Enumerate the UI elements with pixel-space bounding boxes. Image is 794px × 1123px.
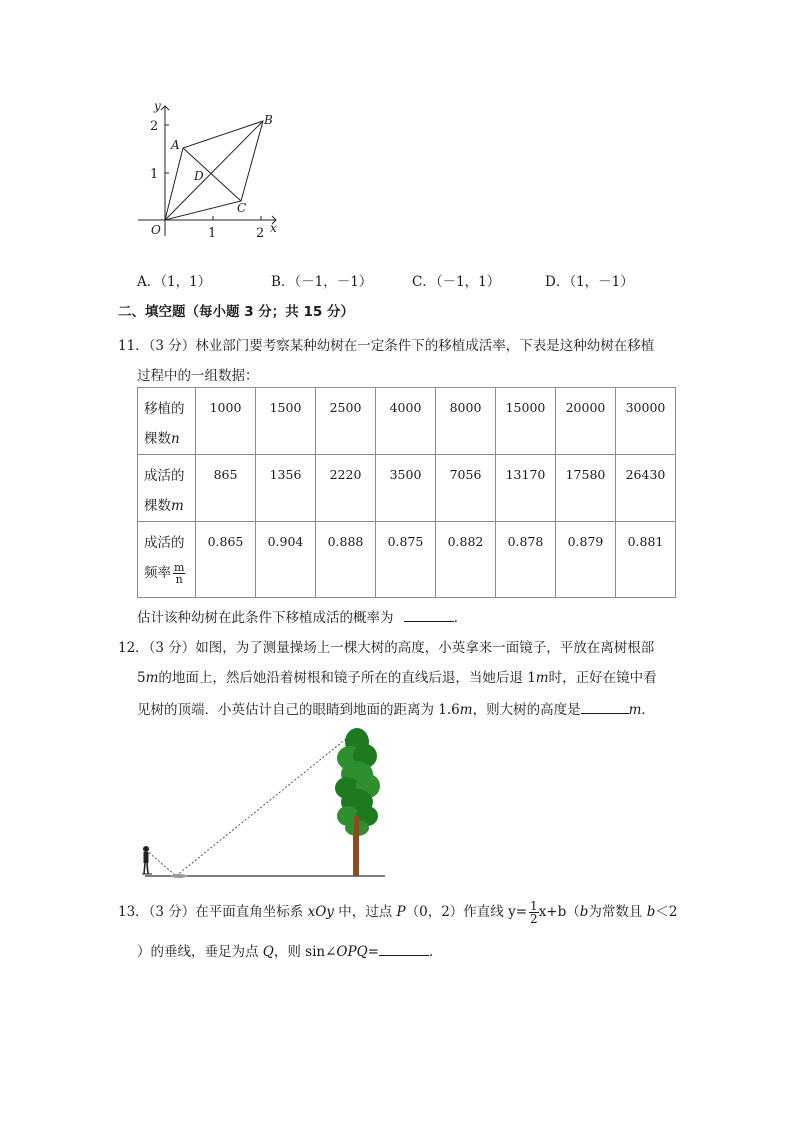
tree-icon <box>335 728 380 876</box>
row-planted-header: 移植的 棵数n <box>138 388 196 455</box>
origin-label: O <box>151 223 161 237</box>
point-d-label: D <box>194 169 204 183</box>
y-axis-label: y <box>154 99 161 113</box>
mirror <box>171 874 187 878</box>
q11-answer-line: 估计该种幼树在此条件下移植成活的概率为 ． <box>137 606 467 626</box>
table-cell: 20000 <box>556 388 616 455</box>
q11-data-table <box>137 387 676 598</box>
fraction-m-over-n: $\frac{m}{n}$ <box>174 561 185 586</box>
answer-choices <box>137 270 657 290</box>
row-survived-header: 成活的 棵数m <box>138 455 196 522</box>
x-tick-1: 1 <box>208 226 217 241</box>
q12-text-line2: 5m的地面上，然后她沿着树根和镜子所在的直线后退，当她后退 1m时，正好在镜中看 <box>137 670 657 686</box>
section-heading: 二、填空题（每小题 3 分；共 15 分） <box>118 304 354 320</box>
q13-answer-blank[interactable] <box>379 941 429 956</box>
table-cell: 0.882 <box>436 522 496 598</box>
table-cell: 0.881 <box>616 522 676 598</box>
q11-answer-blank[interactable] <box>404 607 454 622</box>
table-cell: 17580 <box>556 455 616 522</box>
table-cell: 0.888 <box>316 522 376 598</box>
tree-mirror-figure <box>135 724 395 884</box>
point-c-label: C <box>237 201 247 215</box>
fraction-one-half: $\frac{1}{2}$ <box>530 899 538 926</box>
person-icon <box>142 846 152 874</box>
choice-c: C．（－1，1） <box>412 274 501 290</box>
table-cell: 1000 <box>196 388 256 455</box>
table-cell: 865 <box>196 455 256 522</box>
table-cell: 13170 <box>496 455 556 522</box>
q12-text-line1: 12．（3 分）如图，为了测量操场上一棵大树的高度，小英拿来一面镜子，平放在离树根部 <box>118 640 655 656</box>
q11-text-line2: 过程中的一组数据： <box>137 368 259 384</box>
q13-text-line1: 13．（3 分）在平面直角坐标系 xOy 中，过点 P（0，2）作直线 y= $\frac{1}{2}$ x+b（b为常数且 b＜2 <box>118 899 678 926</box>
q12-text-line3: 见树的顶端．小英估计自己的眼睛到地面的距离为 1.6m，则大树的高度是 m． <box>137 698 655 718</box>
table-cell: 1356 <box>256 455 316 522</box>
table-cell: 15000 <box>496 388 556 455</box>
point-a-label: A <box>171 138 180 152</box>
choice-b: B．（－1，－1） <box>271 274 373 290</box>
diagonal-ob <box>165 121 263 220</box>
x-tick-2: 2 <box>256 226 265 241</box>
table-cell: 2500 <box>316 388 376 455</box>
choice-a: A．（1，1） <box>137 274 212 290</box>
table-cell: 2220 <box>316 455 376 522</box>
y-tick-2: 2 <box>150 119 159 134</box>
table-cell: 0.865 <box>196 522 256 598</box>
table-cell: 26430 <box>616 455 676 522</box>
q11-text-line1: 11．（3 分）林业部门要考察某种幼树在一定条件下的移植成活率，下表是这种幼树在移植 <box>118 338 655 354</box>
table-cell: 30000 <box>616 388 676 455</box>
y-tick-1: 1 <box>150 167 159 182</box>
table-row-planted <box>138 388 676 455</box>
point-b-label: B <box>264 113 273 127</box>
rhombus-figure <box>128 96 288 246</box>
table-cell: 8000 <box>436 388 496 455</box>
table-cell: 0.904 <box>256 522 316 598</box>
line-of-sight-dashed <box>146 730 357 876</box>
q12-answer-blank[interactable] <box>581 699 629 714</box>
table-cell: 3500 <box>376 455 436 522</box>
table-cell: 0.879 <box>556 522 616 598</box>
table-cell: 7056 <box>436 455 496 522</box>
row-frequency-header: 成活的 频率 $\frac{m}{n}$ <box>138 522 196 598</box>
q13-text-line2: ）的垂线，垂足为点 Q，则 sin∠OPQ= ． <box>137 940 442 960</box>
x-axis-label: x <box>270 221 277 235</box>
table-cell: 1500 <box>256 388 316 455</box>
table-row-frequency <box>138 522 676 598</box>
table-cell: 4000 <box>376 388 436 455</box>
table-cell: 0.878 <box>496 522 556 598</box>
table-cell: 0.875 <box>376 522 436 598</box>
table-row-survived <box>138 455 676 522</box>
choice-d: D．（1，－1） <box>545 274 634 290</box>
